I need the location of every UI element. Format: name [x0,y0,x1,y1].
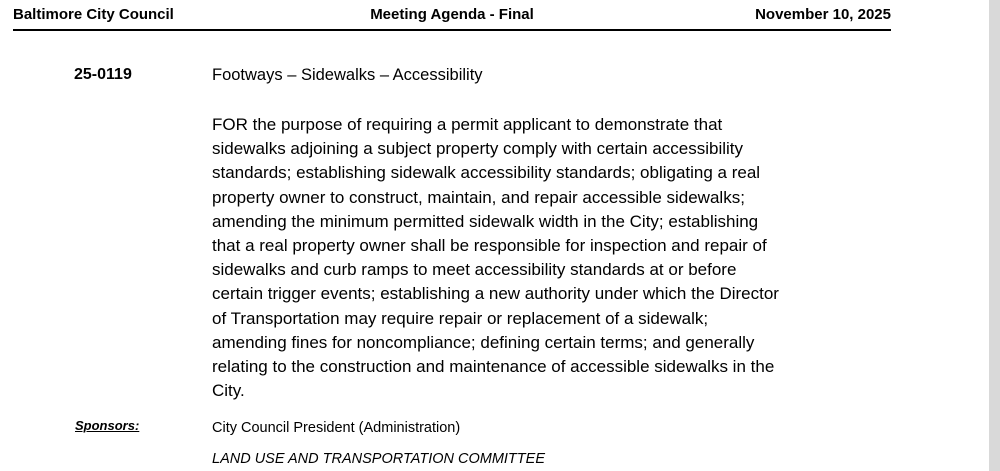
description-line: FOR the purpose of requiring a permit applicant to demonstrate that [212,115,723,134]
description-line: amending fines for noncompliance; defining certain terms; and generally [212,332,755,352]
description-line: of Transportation may require repair or replacement of a sidewalk; [212,308,709,328]
header-divider [13,29,891,31]
council-name: Baltimore City Council [13,6,174,23]
meeting-date: November 10, 2025 [755,6,891,23]
sponsors-value: City Council President (Administration) [212,420,461,436]
committee-name: LAND USE AND TRANSPORTATION COMMITTEE [212,451,545,467]
page-header [13,0,891,29]
item-title: Footways – Sidewalks – Accessibility [212,66,483,84]
scrollbar-track[interactable] [989,0,1000,471]
file-number[interactable]: 25-0119 [74,66,132,83]
agenda-title: Meeting Agenda - Final [370,6,534,23]
description-line: certain trigger events; establishing a new authority under which the Director [212,284,779,304]
description-line: sidewalks adjoining a subject property comply with certain accessibility [212,139,744,159]
description-line: amending the minimum permitted sidewalk width in the City; establishing [212,211,759,231]
item-description [212,113,862,403]
description-line: that a real property owner shall be responsible for inspection and repair of [212,236,767,256]
description-line: standards; establishing sidewalk accessibility standards; obligating a real [212,163,761,183]
description-line: City. [212,381,245,401]
description-line: property owner to construct, maintain, and repair accessible sidewalks; [212,187,745,207]
description-line: sidewalks and curb ramps to meet accessibility standards at or before [212,260,737,280]
sponsors-label: Sponsors: [75,418,140,433]
description-line: relating to the construction and maintenance of accessible sidewalks in the [212,357,775,377]
